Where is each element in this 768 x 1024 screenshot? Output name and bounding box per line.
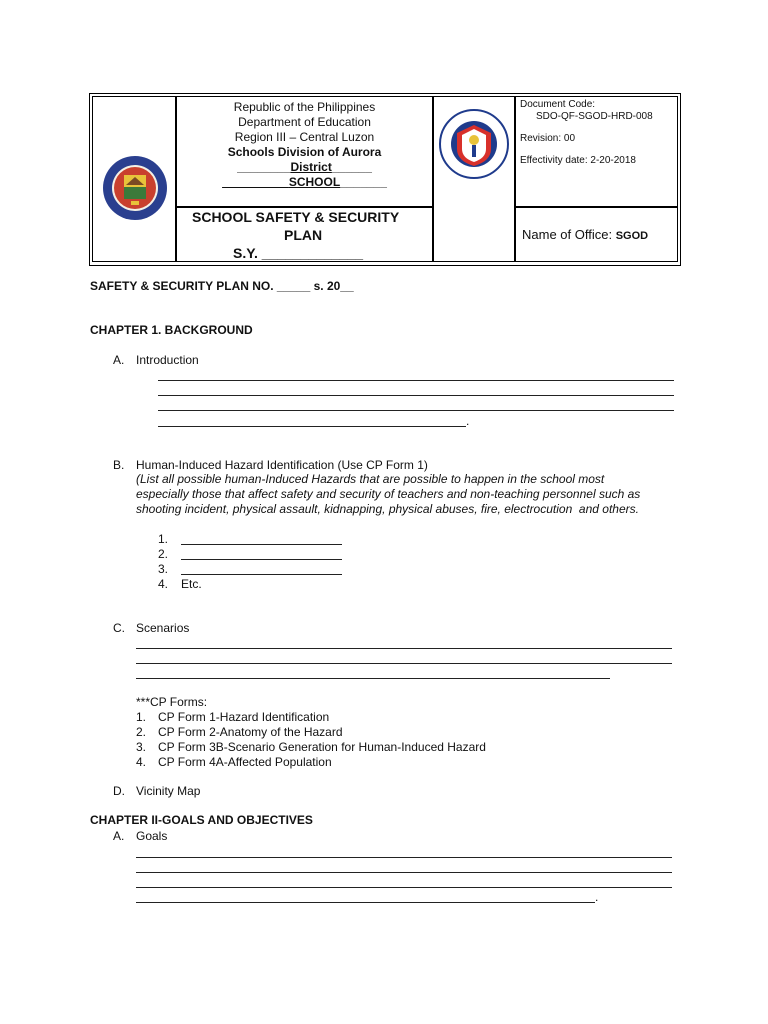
intro-period: . bbox=[466, 414, 470, 428]
region-text: Region III – Central Luzon bbox=[234, 130, 375, 144]
section-b-note-3: shooting incident, physical assault, kidnapping, physical abuses, fire, electrocution and others. bbox=[136, 502, 639, 516]
cp-form-num-1: 1. bbox=[136, 710, 147, 724]
cp-form-num-4: 4. bbox=[136, 755, 147, 769]
cp-form-num-2: 2. bbox=[136, 725, 147, 739]
cp-form-text-3: CP Form 3B-Scenario Generation for Human-Induced Hazard bbox=[158, 740, 486, 754]
effectivity-text: Effectivity date: 2-20-2018 bbox=[520, 155, 636, 166]
section-a-label: A. bbox=[113, 353, 125, 367]
hazard-num-3: 3. bbox=[158, 562, 169, 576]
cp-form-text-2: CP Form 2-Anatomy of the Hazard bbox=[158, 725, 343, 739]
scenario-line-2[interactable] bbox=[136, 663, 672, 664]
document-info-block bbox=[515, 96, 678, 207]
section-b-label: B. bbox=[113, 458, 125, 472]
doc-code-label: Document Code: bbox=[520, 99, 596, 110]
goals-line-2[interactable] bbox=[136, 872, 672, 873]
goals-line-3[interactable] bbox=[136, 887, 672, 888]
section-b-note-2: especially those that affect safety and security of teachers and non-teaching personnel such as bbox=[136, 487, 641, 501]
hazard-num-1: 1. bbox=[158, 532, 169, 546]
office-line: Name of Office: SGOD bbox=[522, 227, 649, 242]
hazard-line-2[interactable] bbox=[181, 559, 342, 560]
revision-text: Revision: 00 bbox=[520, 133, 576, 144]
section-c-title: Scenarios bbox=[136, 621, 190, 635]
plan-number: SAFETY & SECURITY PLAN NO. _____ s. 20__ bbox=[90, 279, 354, 293]
section-d-label: D. bbox=[113, 784, 125, 798]
section-a-title: Introduction bbox=[136, 353, 199, 367]
intro-line-1[interactable] bbox=[158, 380, 674, 381]
division-seal-icon bbox=[102, 155, 168, 221]
intro-line-4[interactable] bbox=[158, 426, 466, 427]
section-b-title: Human-Induced Hazard Identification (Use CP Form 1) bbox=[136, 458, 428, 472]
goals-label: A. bbox=[113, 829, 125, 843]
header-table bbox=[89, 93, 681, 266]
hazard-line-3[interactable] bbox=[181, 574, 342, 575]
hazard-etc: Etc. bbox=[181, 577, 202, 591]
agency-block bbox=[176, 96, 433, 207]
cp-forms-title: ***CP Forms: bbox=[136, 695, 208, 709]
plan-title-line1: SCHOOL SAFETY & SECURITY bbox=[192, 209, 400, 225]
scenario-line-3[interactable] bbox=[136, 678, 610, 679]
chapter1-title: CHAPTER 1. BACKGROUND bbox=[90, 323, 253, 337]
deped-seal-cell bbox=[433, 96, 515, 262]
country-text: Republic of the Philippines bbox=[233, 100, 376, 114]
office-block bbox=[515, 207, 678, 262]
intro-line-3[interactable] bbox=[158, 410, 674, 411]
district-line: ________District______ bbox=[237, 160, 372, 174]
hazard-line-1[interactable] bbox=[181, 544, 342, 545]
cp-form-text-1: CP Form 1-Hazard Identification bbox=[158, 710, 330, 724]
section-b-note-1: (List all possible human-Induced Hazards that are possible to happen in the school most bbox=[136, 472, 605, 486]
division-text: Schools Division of Aurora bbox=[227, 145, 382, 159]
scenario-line-1[interactable] bbox=[136, 648, 672, 649]
hazard-num-4: 4. bbox=[158, 577, 169, 591]
plan-title-block bbox=[176, 207, 433, 262]
goals-line-1[interactable] bbox=[136, 857, 672, 858]
goals-line-4[interactable] bbox=[136, 902, 595, 903]
school-line: __________SCHOOL_______ bbox=[222, 175, 387, 189]
goals-period: . bbox=[595, 890, 599, 904]
cp-form-text-4: CP Form 4A-Affected Population bbox=[158, 755, 332, 769]
goals-title: Goals bbox=[136, 829, 168, 843]
deped-seal-icon bbox=[439, 109, 509, 179]
cp-form-num-3: 3. bbox=[136, 740, 147, 754]
intro-line-2[interactable] bbox=[158, 395, 674, 396]
chapter2-title: CHAPTER II-GOALS AND OBJECTIVES bbox=[90, 813, 313, 827]
hazard-num-2: 2. bbox=[158, 547, 169, 561]
department-text: Department of Education bbox=[238, 115, 371, 129]
division-seal-cell bbox=[92, 96, 176, 262]
doc-code-value: SDO-QF-SGOD-HRD-008 bbox=[536, 111, 653, 122]
plan-title-line2: PLAN bbox=[284, 227, 323, 243]
plan-title-sy: S.Y. _____________ bbox=[233, 245, 364, 261]
section-d-title: Vicinity Map bbox=[136, 784, 201, 798]
section-c-label: C. bbox=[113, 621, 125, 635]
